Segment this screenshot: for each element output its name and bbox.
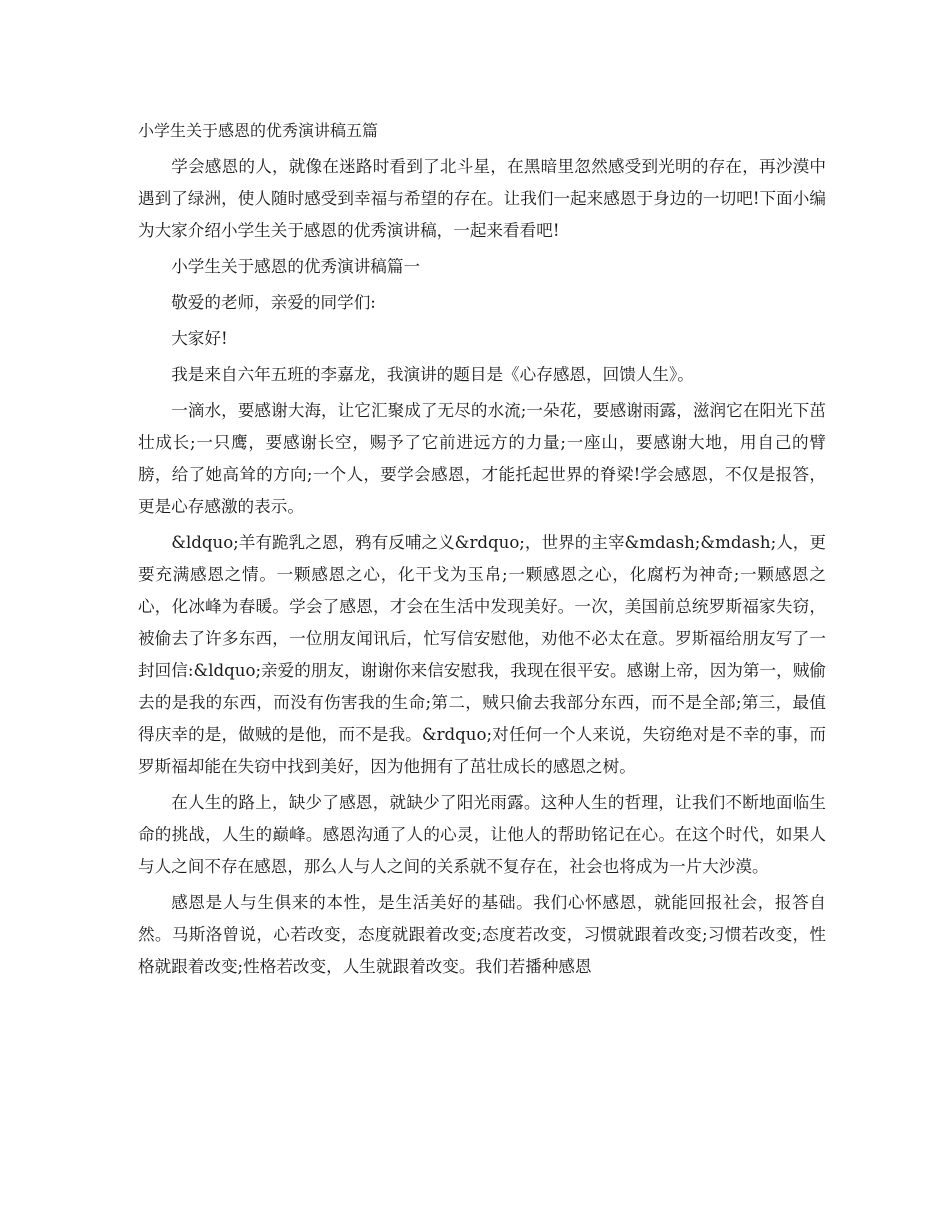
body-paragraph: 一滴水，要感谢大海，让它汇聚成了无尽的水流;一朵花，要感谢雨露，滋润它在阳光下茁壮成长;一只鹰，要感谢长空，赐予了它前进远方的力量;一座山，要感谢大地，用自己的臂膀，给了她高耸的方向;一个人，要学会感恩，才能托起世界的脊梁!学会感恩，不仅是报答，更是心存感激的表示。 [138, 401, 826, 516]
document-body [138, 114, 826, 983]
document-title: 小学生关于感恩的优秀演讲稿五篇 [138, 121, 379, 140]
intro-paragraph: 学会感恩的人，就像在迷路时看到了北斗星，在黑暗里忽然感受到光明的存在，再沙漠中遇到了绿洲，使人随时感受到幸福与希望的存在。让我们一起来感恩于身边的一切吧!下面小编为大家介绍小学生关于感恩的优秀演讲稿，一起来看看吧! [138, 157, 826, 240]
body-paragraph: 在人生的路上，缺少了感恩，就缺少了阳光雨露。这种人生的哲理，让我们不断地面临生命的挑战，人生的巅峰。感恩沟通了人的心灵，让他人的帮助铭记在心。在这个时代，如果人与人之间不存在感恩，那么人与人之间的关系就不复存在，社会也将成为一片大沙漠。 [138, 793, 826, 876]
body-paragraph: 感恩是人与生俱来的本性，是生活美好的基础。我们心怀感恩，就能回报社会，报答自然。马斯洛曾说，心若改变，态度就跟着改变;态度若改变，习惯就跟着改变;习惯若改变，性格就跟着改变;性格若改变，人生就跟着改变。我们若播种感恩 [138, 893, 826, 976]
greeting-paragraph: 大家好! [171, 329, 228, 348]
speaker-intro-paragraph: 我是来自六年五班的李嘉龙，我演讲的题目是《心存感恩，回馈人生》。 [171, 365, 694, 384]
salutation-paragraph: 敬爱的老师，亲爱的同学们: [171, 293, 376, 312]
section-heading: 小学生关于感恩的优秀演讲稿篇一 [171, 257, 421, 276]
body-paragraph: &ldquo;羊有跪乳之恩，鸦有反哺之义&rdquo;，世界的主宰&mdash;&mdash;人，更要充满感恩之情。一颗感恩之心，化干戈为玉帛;一颗感恩之心，化腐朽为神奇;一颗感恩之心，化冰峰为春暖。学会了感恩，才会在生活中发现美好。一次，美国前总统罗斯福家失窃，被偷去了许多东西，一位朋友闻讯后，忙写信安慰他，劝他不必太在意。罗斯福给朋友写了一封回信:&ldquo;亲爱的朋友，谢谢你来信安慰我，我现在很平安。感谢上帝，因为第一，贼偷去的是我的东西，而没有伤害我的生命;第二，贼只偷去我部分东西，而不是全部;第三，最值得庆幸的是，做贼的是他，而不是我。&rdquo;对任何一个人来说，失窃绝对是不幸的事，而罗斯福却能在失窃中找到美好，因为他拥有了茁壮成长的感恩之树。 [138, 533, 826, 776]
